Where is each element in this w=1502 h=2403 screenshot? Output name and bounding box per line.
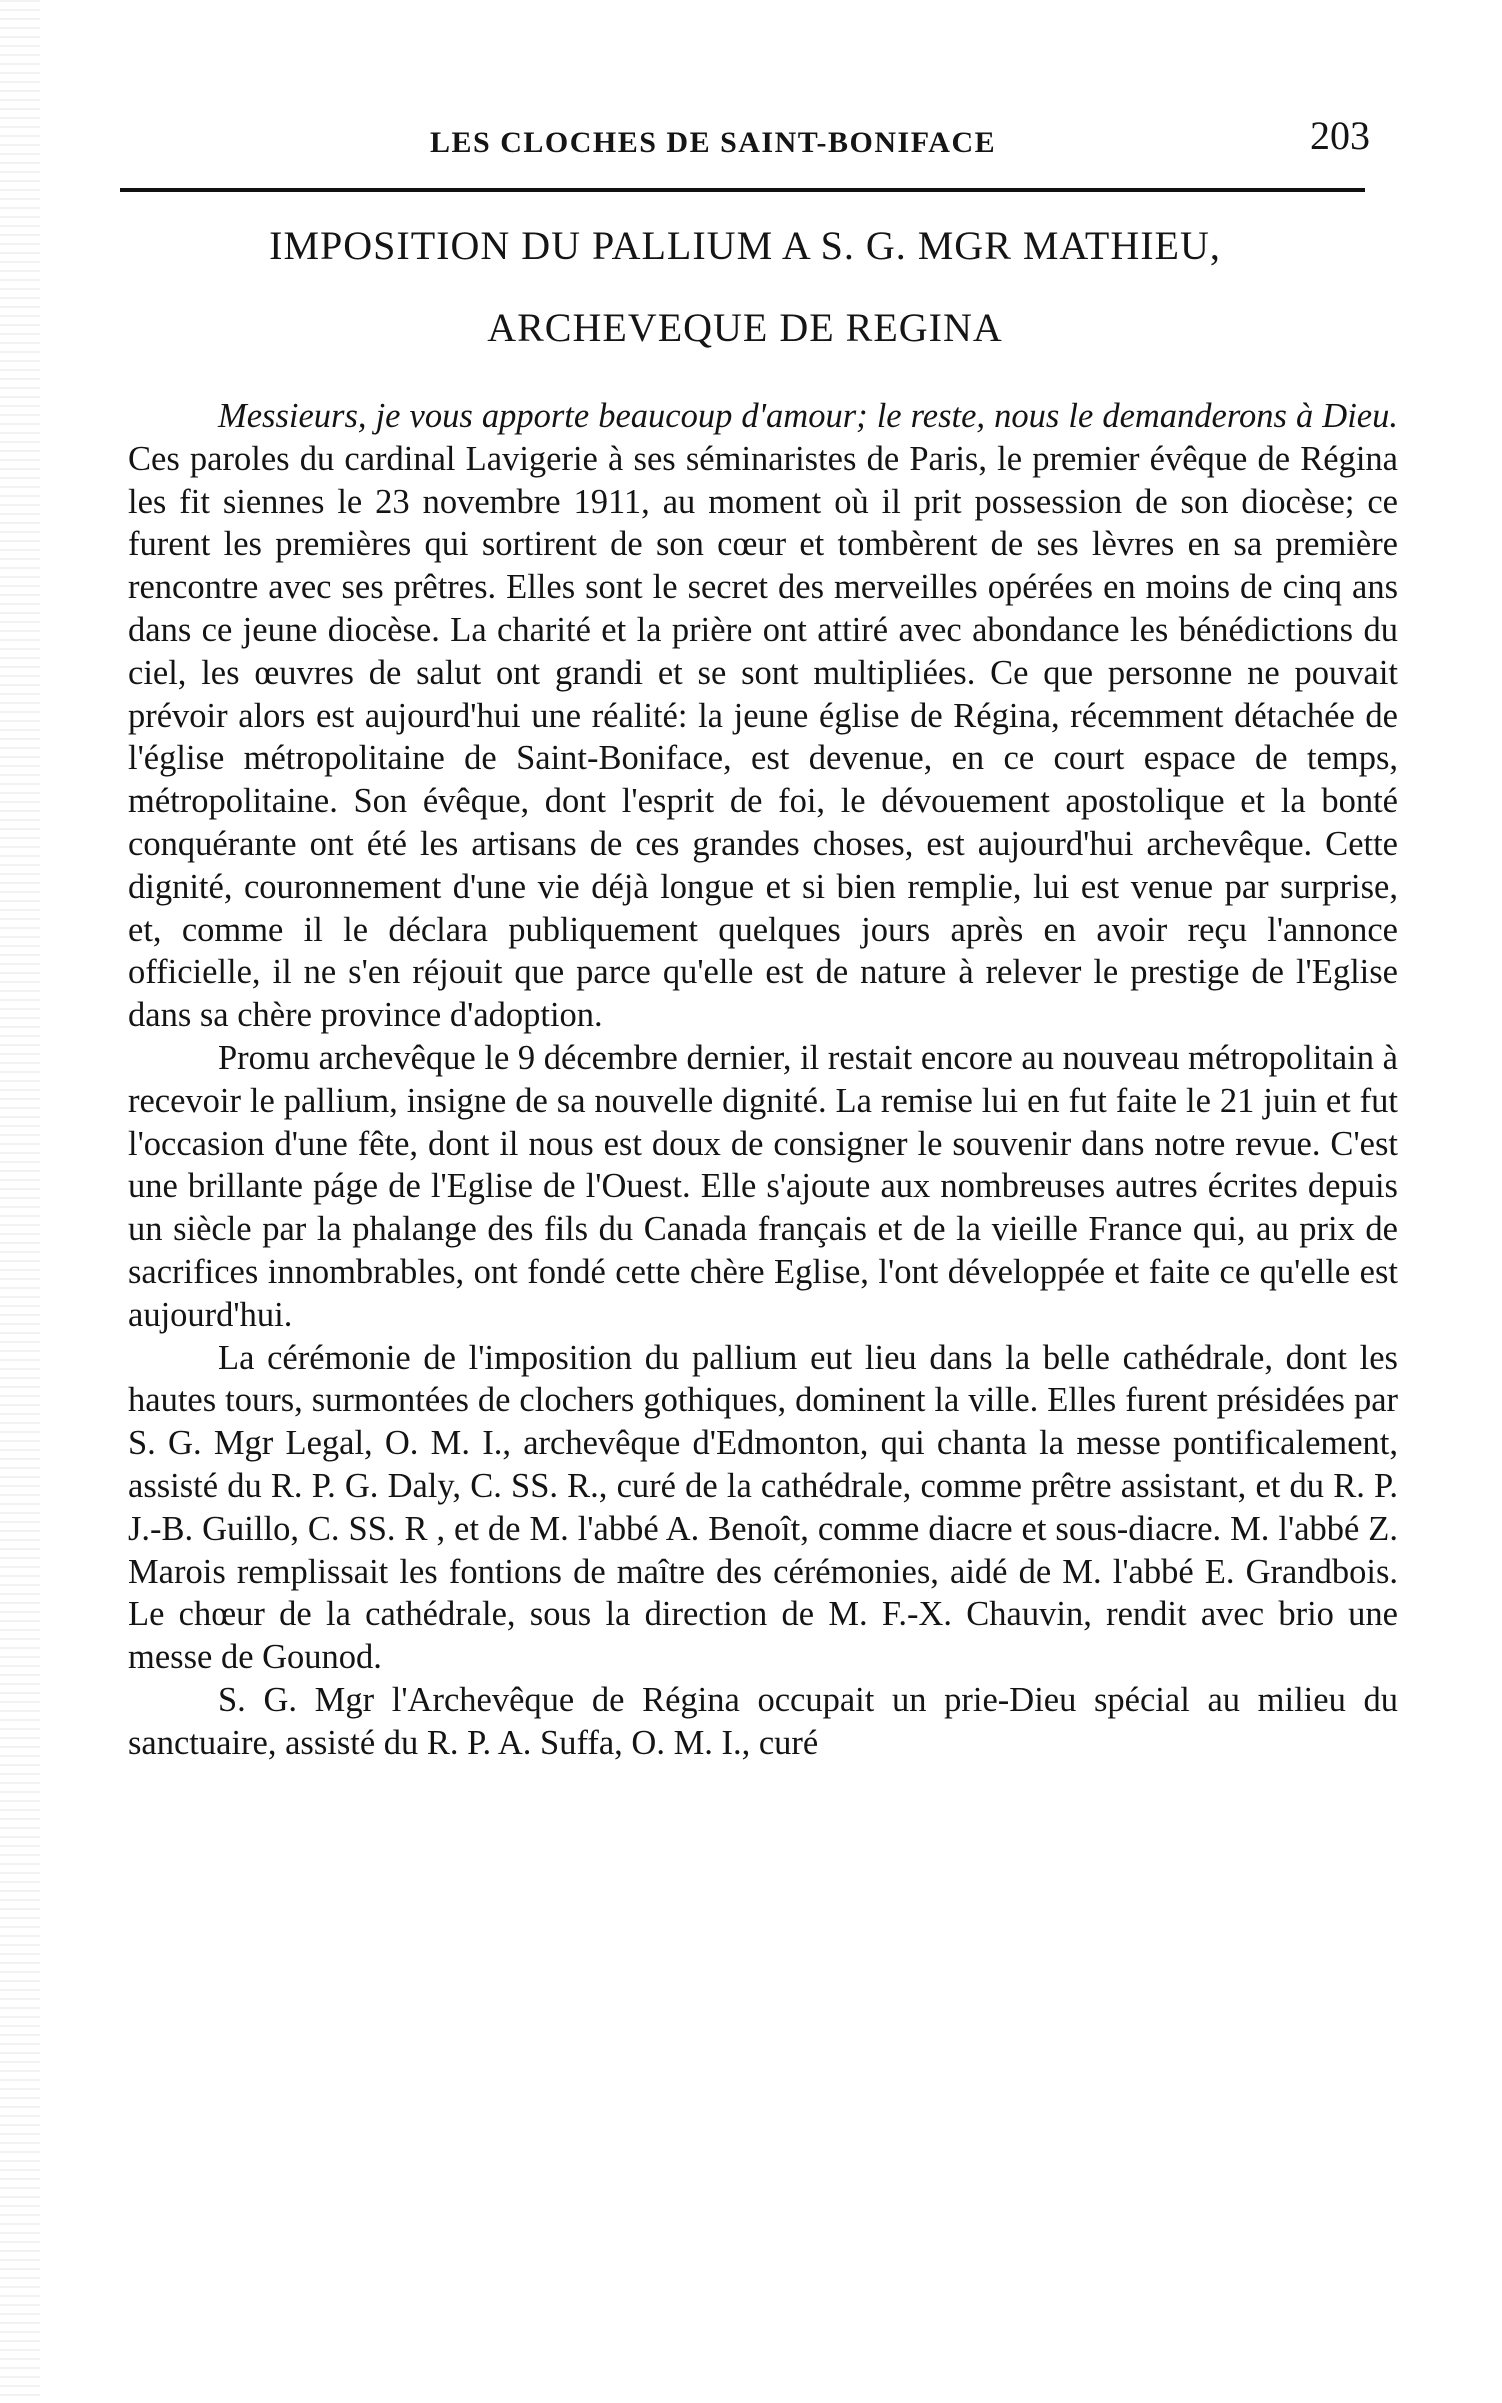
- page-number: 203: [1310, 113, 1370, 158]
- paragraph-1-text: Ces paroles du cardinal Lavigerie à ses séminaristes de Paris, le premier évêque de Régina les fit siennes le 23 novembre 1911, au moment où il prit possession de son diocèse; ce furent les premières qui sortirent de son cœur et tombèrent de ses lèvres en sa première rencontre avec ses prêtres. Elles sont le secret des merveilles opérées en moins de cinq ans dans ce jeune diocèse. La charité et la prière ont attiré avec abondance les bénédictions du ciel, les œuvres de salut ont grandi et se sont multipliées. Ce que personne ne pouvait prévoir alors est aujourd'hui une réalité: la jeune église de Régina, récemment détachée de l'église métropolitaine de Saint-Boniface, est devenue, en ce court espace de temps, métropolitaine. Son évêque, dont l'esprit de foi, le dévouement apostolique et la bonté conquérante ont été les artisans de ces grandes choses, est aujourd'hui archevêque. Cette dignité, couronnement d'une vie déjà longue et si bien remplie, lui est venue par surprise, et, comme il le déclara publiquement quelques jours après en avoir reçu l'annonce officielle, il ne s'en réjouit que parce qu'elle est de nature à relever le prestige de l'Eglise dans sa chère province d'adoption.: [128, 439, 1398, 1035]
- article-title-line-1: IMPOSITION DU PALLIUM A S. G. MGR MATHIEU,: [269, 223, 1221, 268]
- running-header: [120, 113, 1370, 180]
- running-title: LES CLOCHES DE SAINT-BONIFACE: [430, 126, 997, 159]
- paragraph-4: S. G. Mgr l'Archevêque de Régina occupait un prie-Dieu spécial au milieu du sanctuaire, assisté du R. P. A. Suffa, O. M. I., curé: [128, 1680, 1398, 1762]
- paragraph-3: La cérémonie de l'imposition du pallium eut lieu dans la belle cathédrale, dont les hautes tours, surmontées de clochers gothiques, dominent la ville. Elles furent présidées par S. G. Mgr Legal, O. M. I., archevêque d'Edmonton, qui chanta la messe pontificalement, assisté du R. P. G. Daly, C. SS. R., curé de la cathédrale, comme prêtre assistant, et du R. P. J.-B. Guillo, C. SS. R , et de M. l'abbé A. Benoît, comme diacre et sous-diacre. M. l'abbé Z. Marois remplissait les fontions de maître des cérémonies, aidé de M. l'abbé E. Grandbois. Le chœur de la cathédrale, sous la direction de M. F.-X. Chauvin, rendit avec brio une messe de Gounod.: [128, 1338, 1398, 1677]
- scan-edge-shadow: [0, 0, 40, 2403]
- paragraph-1: [128, 395, 1398, 1037]
- italic-quotation: Messieurs, je vous apporte beaucoup d'amour; le reste, nous le demanderons à Dieu.: [218, 397, 1398, 435]
- article-body: [128, 395, 1398, 1765]
- paragraph-2: Promu archevêque le 9 décembre dernier, il restait encore au nouveau métropolitain à recevoir le pallium, insigne de sa nouvelle dignité. La remise lui en fut faite le 21 juin et fut l'occasion d'une fête, dont il nous est doux de consigner le souvenir dans notre revue. C'est une brillante páge de l'Eglise de l'Ouest. Elle s'ajoute aux nombreuses autres écrites depuis un siècle par la phalange des fils du Canada français et de la vieille France qui, au prix de sacrifices innombrables, ont fondé cette chère Eglise, l'ont développée et faite ce qu'elle est aujourd'hui.: [128, 1038, 1398, 1334]
- header-rule: [120, 188, 1365, 192]
- article-title-line-2: ARCHEVEQUE DE REGINA: [487, 305, 1003, 350]
